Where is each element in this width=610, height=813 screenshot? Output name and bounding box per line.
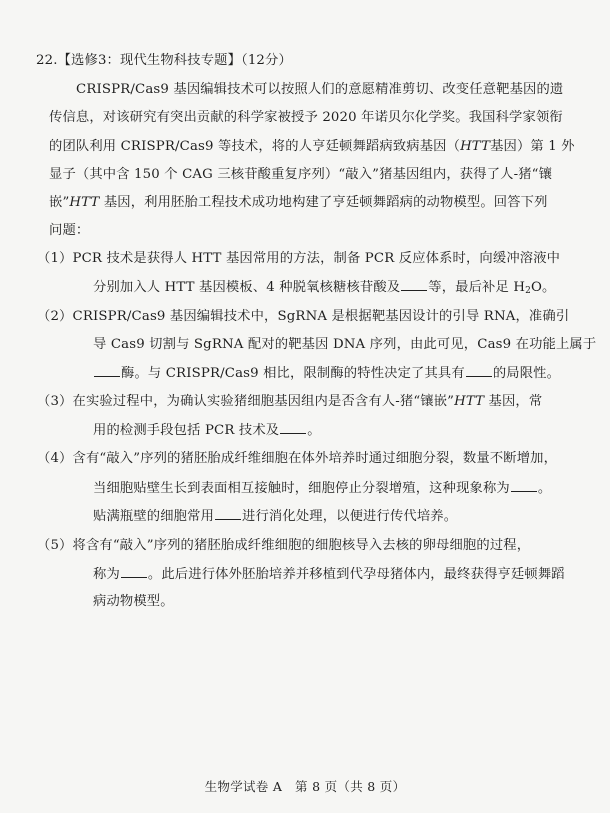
intro-line-2: 传信息，对该研究有突出贡献的科学家被授予 2020 年诺贝尔化学奖。我国科学家领衔 bbox=[49, 110, 563, 125]
question-section-title: 【选修3：现代生物科技专题】（12分） bbox=[57, 53, 292, 68]
question-heading bbox=[36, 52, 292, 70]
item-3-label: （3） bbox=[37, 394, 73, 409]
item-1-line-1: （1）PCR 技术是获得人 HTT 基因常用的方法，制备 PCR 反应体系时，向缓冲溶液中 bbox=[37, 251, 561, 266]
item-2-label: （2） bbox=[37, 309, 73, 324]
gene-name-htt: HTT bbox=[460, 139, 491, 154]
intro-line-3: 的团队利用 CRISPR/Cas9 等技术，将的人亨廷顿舞蹈病致病基因（HTT基因）第 1 外 bbox=[49, 139, 575, 154]
intro-line-1: CRISPR/Cas9 基因编辑技术可以按照人们的意愿精准剪切、改变任意靶基因的遗 bbox=[76, 82, 564, 97]
item-5-line-2: 称为 。此后进行体外胚胎培养并移植到代孕母猪体内，最终获得亨廷顿舞蹈 bbox=[93, 567, 565, 582]
intro-line-4: 显子（其中含 150 个 CAG 三核苷酸重复序列）“敲入”猪基因组内，获得了人-猪“镶 bbox=[49, 167, 553, 182]
item-2-line-2: 导 Cas9 切割与 SgRNA 配对的靶基因 DNA 序列，由此可见，Cas9 在功能上属于 bbox=[93, 337, 597, 352]
intro-line-5: 嵌”HTT 基因，利用胚胎工程技术成功地构建了亨廷顿舞蹈病的动物模型。回答下列 bbox=[49, 195, 548, 210]
item-4-label: （4） bbox=[37, 451, 73, 466]
item-4-line-2: 当细胞贴壁生长到表面相互接触时，细胞停止分裂增殖，这种现象称为 。 bbox=[93, 481, 552, 496]
item-3-line-2: 用的检测手段包括 PCR 技术及 。 bbox=[93, 423, 321, 438]
item-2-line-1: （2）CRISPR/Cas9 基因编辑技术中，SgRNA 是根据靶基因设计的引导 RNA，准确引 bbox=[37, 309, 570, 324]
gene-name-htt: HTT bbox=[69, 195, 100, 210]
item-5-label: （5） bbox=[37, 538, 73, 553]
item-1-label: （1） bbox=[37, 251, 73, 266]
answer-blank[interactable] bbox=[94, 364, 120, 377]
answer-blank[interactable] bbox=[215, 507, 241, 520]
gene-name-htt: HTT bbox=[454, 394, 485, 409]
answer-blank[interactable] bbox=[511, 479, 537, 492]
item-5-line-3: 病动物模型。 bbox=[93, 594, 174, 609]
answer-blank[interactable] bbox=[466, 364, 492, 377]
intro-line-6: 问题： bbox=[49, 223, 90, 238]
item-1-line-2: 分别加入人 HTT 基因模板、4 种脱氧核糖核苷酸及 等，最后补足 $H_2O$。 bbox=[93, 280, 556, 296]
item-2-line-3: 酶。与 CRISPR/Cas9 相比，限制酶的特性决定了其具有 的局限性。 bbox=[93, 364, 560, 383]
item-5-line-1: （5）将含有“敲入”序列的猪胚胎成纤维细胞的细胞核导入去核的卵母细胞的过程， bbox=[37, 538, 531, 553]
item-3-line-1: （3）在实验过程中，为确认实验猪细胞基因组内是否含有人-猪“镶嵌”HTT 基因，常 bbox=[37, 394, 543, 409]
page-footer: 生物学试卷 A 第 8 页（共 8 页） bbox=[204, 779, 406, 794]
answer-blank[interactable] bbox=[121, 565, 147, 578]
question-number: 22. bbox=[36, 53, 58, 68]
answer-blank[interactable] bbox=[280, 421, 306, 434]
answer-blank[interactable] bbox=[401, 278, 427, 291]
item-4-line-1: （4）含有“敲入”序列的猪胚胎成纤维细胞在体外培养时通过细胞分裂，数量不断增加， bbox=[37, 451, 558, 466]
item-4-line-3: 贴满瓶壁的细胞常用 进行消化处理，以便进行传代培养。 bbox=[93, 509, 458, 524]
